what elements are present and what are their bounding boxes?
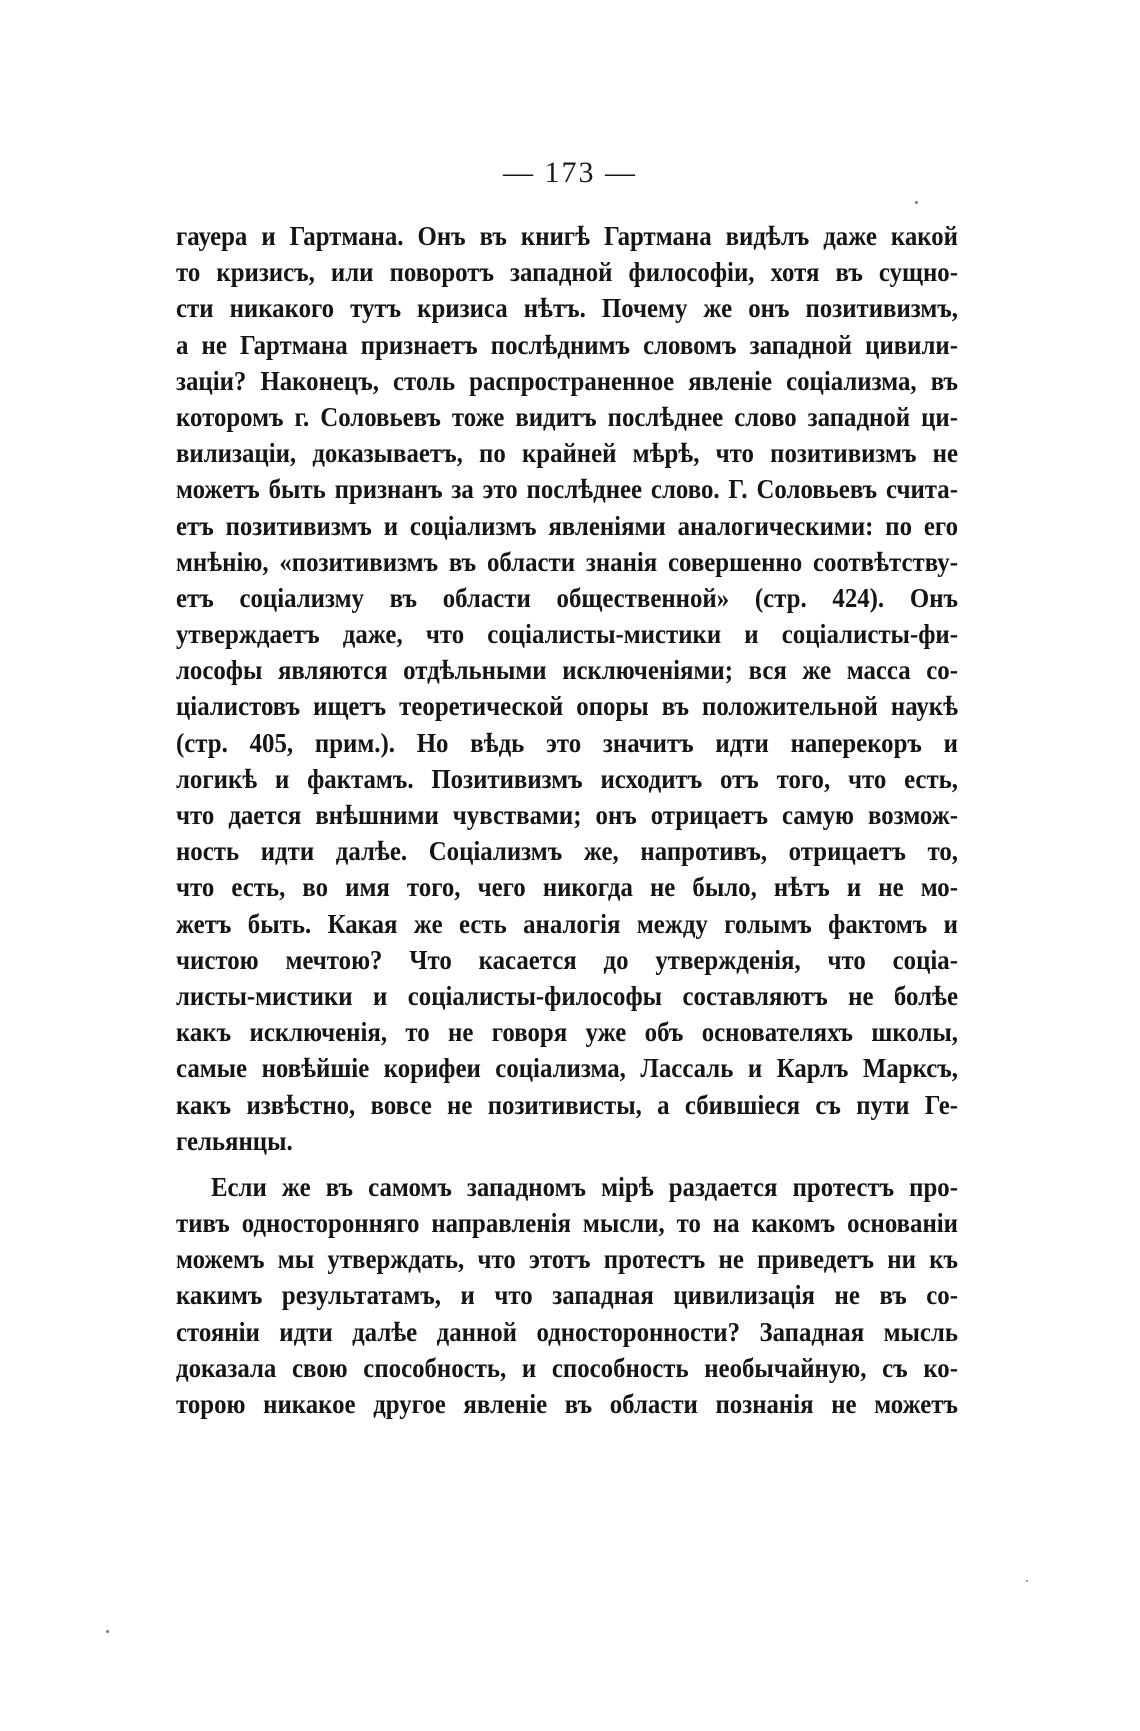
text-line: что дается внѣшними чувствами; онъ отрицаетъ самую возмож- xyxy=(176,800,958,830)
text-line: лософы являются отдѣльными исключеніями; вся же масса со- xyxy=(176,655,958,686)
scan-speck xyxy=(1026,1580,1028,1582)
text-line: листы-мистики и соціалисты-философы составляютъ не болѣе xyxy=(176,980,958,1011)
text-line: можетъ быть признанъ за это послѣднее слово. Г. Соловьевъ счита- xyxy=(176,474,958,505)
text-line: мнѣнію, «позитивизмъ въ области знанія совершенно соотвѣтству- xyxy=(176,546,958,577)
text-line: жетъ быть. Какая же есть аналогія между голымъ фактомъ и xyxy=(176,908,958,939)
text-line: какъ исключенія, то не говоря уже объ основателяхъ школы, xyxy=(176,1017,958,1048)
text-line: гельянцы. xyxy=(176,1125,293,1156)
text-line: а не Гартмана признаетъ послѣднимъ словомъ западной цивили- xyxy=(176,329,958,360)
text-line: Если же въ самомъ западномъ мірѣ раздается протестъ про- xyxy=(210,1171,959,1202)
text-line: чистою мечтою? Что касается до утвержденія, что соціа- xyxy=(176,944,958,975)
text-line: сти никакого тутъ кризиса нѣтъ. Почему же онъ позитивизмъ, xyxy=(176,293,958,324)
text-line: какъ извѣстно, вовсе не позитивисты, а сбившіеся съ пути Ге- xyxy=(176,1089,958,1120)
text-line: какимъ результатамъ, и что западная цивилизація не въ со- xyxy=(176,1280,958,1311)
text-line: (стр. 405, прим.). Но вѣдь это значитъ идти наперекоръ и xyxy=(176,727,958,758)
text-line: вилизаціи, доказываетъ, по крайней мѣрѣ, что позитивизмъ не xyxy=(176,438,958,469)
text-line: можемъ мы утверждать, что этотъ протестъ не приведетъ ни къ xyxy=(176,1244,958,1275)
paragraph-1 xyxy=(176,218,958,1159)
text-line: ціалистовъ ищетъ теоретической опоры въ положительной наукѣ xyxy=(176,691,958,722)
text-line: ность идти далѣе. Соціализмъ же, напротивъ, отрицаетъ то, xyxy=(176,836,958,867)
text-line: торою никакое другое явленіе въ области познанія не можетъ xyxy=(176,1389,958,1419)
text-line: етъ позитивизмъ и соціализмъ явленіями аналогическими: по его xyxy=(176,510,958,541)
body-text xyxy=(176,218,958,1422)
paragraph-2 xyxy=(176,1169,958,1422)
text-line: самые новѣйшіе корифеи соціализма, Лассаль и Карлъ Марксъ, xyxy=(176,1053,958,1084)
text-line: которомъ г. Соловьевъ тоже видитъ послѣднее слово западной ци- xyxy=(176,401,958,432)
text-line: что есть, во имя того, чего никогда не было, нѣтъ и не мо- xyxy=(176,872,958,903)
text-line: логикѣ и фактамъ. Позитивизмъ исходитъ отъ того, что есть, xyxy=(176,763,958,794)
page-number: — 173 — xyxy=(503,156,637,189)
text-line: то кризисъ, или поворотъ западной философіи, хотя въ сущно- xyxy=(176,257,958,288)
text-line: етъ соціализму въ области общественной» (стр. 424). Онъ xyxy=(176,582,958,613)
text-line: утверждаетъ даже, что соціалисты-мистики и соціалисты-фи- xyxy=(176,619,958,650)
text-line: заціи? Наконецъ, столь распространенное явленіе соціализма, въ xyxy=(176,365,958,396)
text-line: гауера и Гартмана. Онъ въ книгѣ Гартмана видѣлъ даже какой xyxy=(176,221,958,251)
scan-speck xyxy=(915,201,918,204)
paragraph-gap xyxy=(176,1159,958,1169)
text-line: стояніи идти далѣе данной односторонности? Западная мысль xyxy=(176,1316,958,1347)
text-line: доказала свою способность, и способность необычайную, съ ко- xyxy=(176,1352,958,1383)
scan-speck xyxy=(106,1630,109,1633)
text-line: тивъ односторонняго направленія мысли, то на какомъ основаніи xyxy=(176,1208,958,1239)
